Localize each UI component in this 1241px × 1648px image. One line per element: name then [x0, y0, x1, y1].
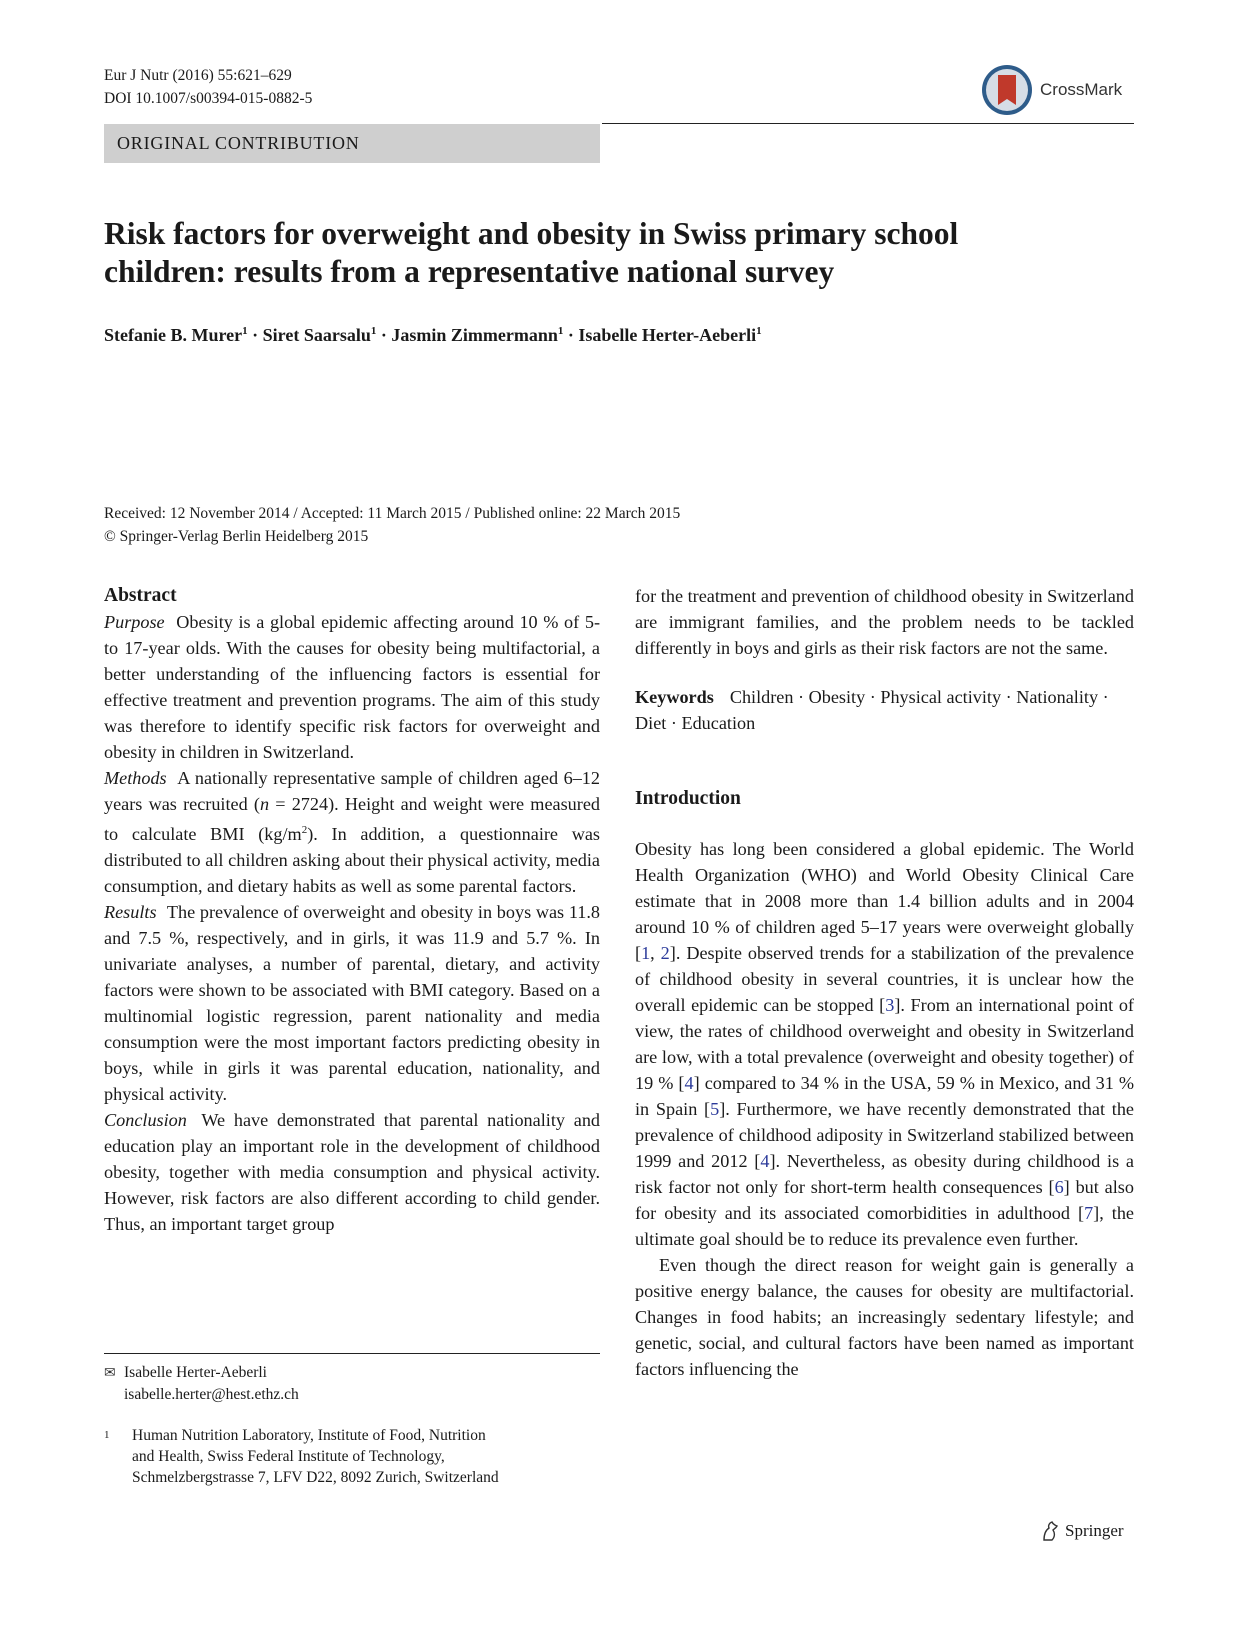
paragraph-text: ], the ultimate goal should be to reduce its prevalence even further. — [635, 1203, 1134, 1249]
paragraph-text: ] but also for obesity and its associated comorbidities in adulthood [ — [635, 1177, 1134, 1223]
publisher-logo — [1040, 1520, 1124, 1542]
paragraph-text: , — [650, 943, 661, 963]
author-separator: · — [247, 325, 263, 345]
methods-n-symbol: n — [259, 794, 270, 814]
left-column — [104, 583, 600, 1237]
citation-link[interactable]: 4 — [760, 1151, 770, 1171]
springer-horse-icon — [1040, 1520, 1060, 1542]
conclusion-text: We have demonstrated that parental nationality and education play an important role in the development of childhood obesity, together with media consumption and physical activity. However, risk factors are also different according to child gender. Thus, an important target group — [104, 1110, 601, 1235]
paragraph-text: Obesity has long been considered a global epidemic. The World Health Organization (WHO) and World Obesity Clinical Care estimate that in 2008 more than 1.4 billion adults and in 2004 around 10 % of children aged 5–17 years were overweight globally [ — [635, 839, 1134, 963]
methods-superscript: 2 — [301, 824, 308, 836]
title-line: Risk factors for overweight and obesity in Swiss primary school — [104, 216, 959, 251]
results-label: Results — [104, 902, 157, 923]
methods-text: ). In addition, a questionnaire was distributed to all children asking about their physical activity, media consumption, and dietary habits as well as some parental factors. — [104, 824, 600, 897]
keywords-text: Children · Obesity · Physical activity · Nationality · Diet · Education — [635, 687, 1109, 733]
keywords-label: Keywords — [635, 687, 714, 707]
author-separator: · — [376, 325, 392, 345]
purpose-label: Purpose — [104, 612, 165, 632]
purpose-text: Obesity is a global epidemic affecting around 10 % of 5- to 17-year olds. With the causes for obesity being multifactorial, a better understanding of the influencing factors is essential for effective treatment and prevention programs. The aim of this study was therefore to identify specific risk factors for overweight and obesity in children in Switzerland. — [104, 612, 600, 762]
affiliation-line: Schmelzbergstrasse 7, LFV D22, 8092 Zurich, Switzerland — [132, 1469, 499, 1486]
affiliation — [104, 1425, 572, 1488]
author-separator: · — [563, 325, 579, 345]
author-affiliation-mark: 1 — [557, 325, 564, 337]
citation-link[interactable]: 1 — [641, 943, 651, 963]
author-list — [104, 325, 762, 346]
abstract-methods — [104, 765, 600, 899]
abstract-results — [104, 899, 600, 1107]
methods-text: = 2724). Height and weight were measured to calculate BMI (kg/m — [104, 794, 600, 845]
introduction-paragraph-1 — [635, 836, 1134, 1252]
crossmark-badge[interactable] — [980, 60, 1122, 120]
citation-link[interactable]: 7 — [1084, 1203, 1094, 1223]
envelope-icon: ✉ — [104, 1365, 116, 1381]
author-affiliation-mark: 1 — [370, 325, 377, 337]
paragraph-text: ]. Furthermore, we have recently demonstrated that the prevalence of childhood adiposity in Switzerland stabilized between 1999 and 2012 [ — [635, 1099, 1134, 1171]
author-name[interactable]: Isabelle Herter-Aeberli — [578, 325, 757, 345]
affiliation-number: 1 — [104, 1429, 110, 1441]
corresponding-name: Isabelle Herter-Aeberli — [124, 1364, 267, 1381]
title-line: children: results from a representative national survey — [104, 254, 835, 289]
affiliation-line: Human Nutrition Laboratory, Institute of Food, Nutrition — [132, 1427, 486, 1444]
paragraph-text: ]. From an international point of view, the rates of childhood overweight and obesity in Switzerland are low, with a total prevalence (overweight and obesity together) of 19 % [ — [635, 995, 1134, 1093]
results-text: The prevalence of overweight and obesity in boys was 11.8 and 7.5 %, respectively, and in girls, it was 11.9 and 5.7 %. In univariate analyses, a number of parental, dietary, and activity factors were shown to be associated with BMI category. Based on a multinomial logistic regression, parent nationality and media consumption were the most important factors predicting obesity in boys, while in girls it was parental education, nationality, and physical activity. — [104, 902, 600, 1105]
methods-label: Methods — [104, 768, 167, 788]
abstract-purpose — [104, 609, 600, 765]
article-type-tag: ORIGINAL CONTRIBUTION — [104, 124, 600, 163]
abstract-conclusion — [104, 1107, 600, 1237]
history-dates: Received: 12 November 2014 / Accepted: 11 March 2015 / Published online: 22 March 2015 — [104, 505, 681, 522]
citation-link[interactable]: 4 — [684, 1073, 694, 1093]
author-affiliation-mark: 1 — [242, 325, 248, 337]
header-rule — [602, 123, 1134, 124]
publisher-name: Springer — [1065, 1521, 1124, 1540]
copyright: © Springer-Verlag Berlin Heidelberg 2015 — [104, 528, 369, 545]
crossmark-icon — [980, 63, 1034, 117]
citation-link[interactable]: 3 — [885, 995, 895, 1015]
right-column — [635, 583, 1134, 1382]
abstract-conclusion-continued: for the treatment and prevention of childhood obesity in Switzerland are immigrant families, and the problem needs to be tackled differently in boys and girls as their risk factors are not the same. — [635, 586, 1134, 658]
doi[interactable]: DOI 10.1007/s00394-015-0882-5 — [104, 90, 313, 107]
affiliation-line: and Health, Swiss Federal Institute of Technology, — [132, 1448, 445, 1465]
introduction-heading: Introduction — [635, 788, 741, 809]
citation-link[interactable]: 6 — [1054, 1177, 1064, 1197]
citation-link[interactable]: 5 — [710, 1099, 720, 1119]
author-name[interactable]: Stefanie B. Murer — [104, 325, 243, 345]
conclusion-label: Conclusion — [104, 1110, 187, 1131]
corresponding-author — [104, 1362, 299, 1405]
author-name[interactable]: Siret Saarsalu — [262, 325, 371, 345]
crossmark-label: CrossMark — [1040, 80, 1123, 99]
journal-info — [104, 64, 312, 110]
author-name[interactable]: Jasmin Zimmermann — [391, 325, 558, 345]
paragraph-text: ]. Despite observed trends for a stabilization of the prevalence of childhood obesity in several countries, it is unclear how the overall epidemic can be stopped [ — [635, 943, 1135, 1015]
author-affiliation-mark: 1 — [756, 325, 762, 337]
citation-link[interactable]: 2 — [660, 943, 670, 963]
article-title — [104, 215, 1124, 291]
paragraph-text: ] compared to 34 % in the USA, 59 % in Mexico, and 31 % in Spain [ — [635, 1073, 1134, 1119]
corresponding-email-link[interactable]: isabelle.herter@hest.ethz.ch — [124, 1386, 299, 1403]
footnote-rule — [104, 1353, 600, 1354]
methods-text: A nationally representative sample of children aged 6–12 years was recruited ( — [104, 768, 600, 814]
abstract-heading: Abstract — [104, 585, 177, 606]
publication-dates — [104, 502, 680, 548]
paragraph-text: ]. Nevertheless, as obesity during childhood is a risk factor not only for short-term health consequences [ — [635, 1151, 1134, 1197]
introduction-paragraph-2: Even though the direct reason for weight gain is generally a positive energy balance, the causes for obesity are multifactorial. Changes in food habits; an increasingly sedentary lifestyle; and genetic, social, and cultural factors have been named as important factors influencing the — [635, 1255, 1134, 1379]
journal-citation: Eur J Nutr (2016) 55:621–629 — [104, 67, 292, 84]
keywords — [635, 684, 1134, 736]
